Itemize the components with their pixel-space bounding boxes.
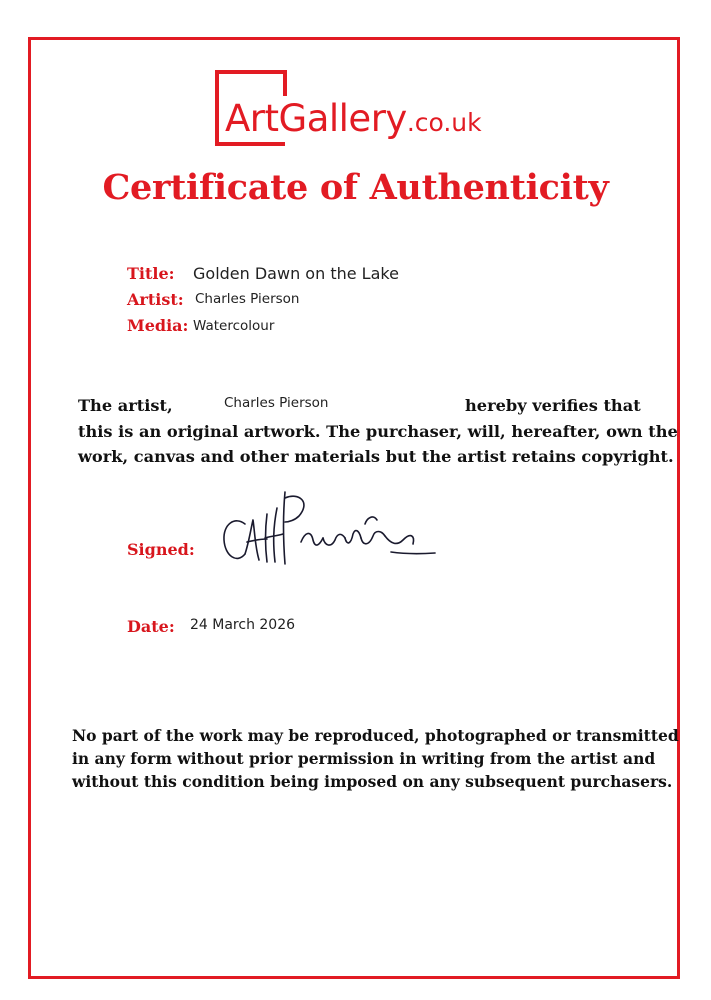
artist-value: Charles Pierson xyxy=(195,291,300,307)
logo-bracket-top xyxy=(215,70,287,74)
title-label: Title: xyxy=(127,264,175,283)
notice-line-3: without this condition being imposed on any subsequent purchasers. xyxy=(72,772,673,791)
artgallery-logo xyxy=(215,70,515,150)
handwritten-signature xyxy=(215,484,445,574)
logo-suffix: .co.uk xyxy=(406,108,482,137)
title-value: Golden Dawn on the Lake xyxy=(193,264,399,283)
statement-prefix: The artist, xyxy=(78,396,173,415)
statement-line-2: this is an original artwork. The purchaser, will, hereafter, own the xyxy=(78,422,678,441)
notice-line-1: No part of the work may be reproduced, photographed or transmitted xyxy=(72,726,679,745)
media-label: Media: xyxy=(127,316,189,335)
media-value: Watercolour xyxy=(193,318,275,334)
logo-main: ArtGallery xyxy=(225,97,407,140)
copyright-notice xyxy=(72,724,679,793)
logo-text xyxy=(225,97,482,140)
logo-bracket-tick xyxy=(283,70,287,96)
statement-artist-name: Charles Pierson xyxy=(224,395,329,411)
date-label: Date: xyxy=(127,617,175,636)
signed-label: Signed: xyxy=(127,540,195,559)
statement-suffix: hereby verifies that xyxy=(465,396,641,415)
notice-line-2: in any form without prior permission in writing from the artist and xyxy=(72,749,656,768)
artist-label: Artist: xyxy=(127,290,184,309)
statement-line-3: work, canvas and other materials but the artist retains copyright. xyxy=(78,447,674,466)
date-value: 24 March 2026 xyxy=(190,617,296,633)
certificate-title: Certificate of Authenticity xyxy=(102,167,609,208)
